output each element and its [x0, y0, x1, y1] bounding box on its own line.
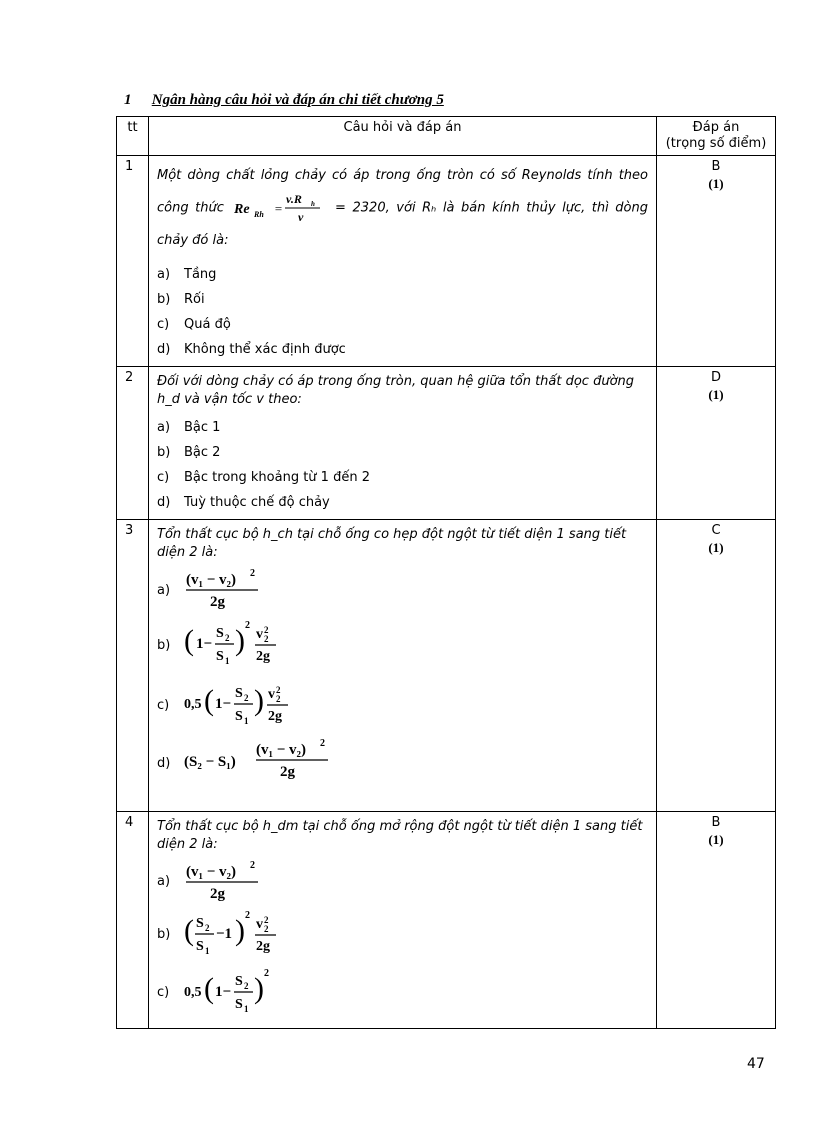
option [157, 415, 648, 440]
f-num: (v₁ − v₂) [186, 864, 237, 880]
f-den: 2g [210, 594, 225, 610]
f-s: S [216, 626, 224, 641]
option [157, 312, 648, 337]
f-coef: 0,5 [184, 985, 202, 1000]
f-sub: 2 [276, 694, 281, 704]
option-label: a) [157, 582, 171, 598]
question-text-part1: Một dòng chất lỏng chảy có áp trong ống tròn có số Reynolds tính theo công thức [157, 168, 648, 216]
option-text: Bậc trong khoảng từ 1 đến 2 [184, 470, 370, 485]
f-den: 2g [280, 764, 295, 780]
header-answer-line2: (trọng số điểm) [665, 136, 767, 151]
f-v: v [256, 627, 263, 642]
option-label: b) [157, 637, 171, 653]
option [157, 738, 648, 788]
option [157, 287, 648, 312]
option [157, 337, 648, 362]
option-text: Bậc 2 [184, 445, 221, 460]
f-s: S [235, 997, 243, 1012]
f-sq: 2 [250, 568, 255, 579]
question-body [149, 156, 657, 367]
question-text-part2: = 2320, với Rₕ là bán kính thủy lực, thì dòng chảy đó là: [157, 200, 649, 248]
question-body [149, 367, 657, 520]
question-body [149, 520, 657, 812]
page-number: 47 [747, 1056, 765, 1072]
f-sq: 2 [245, 910, 250, 921]
option [157, 262, 648, 287]
f-s: S [196, 939, 204, 954]
question-text: Đối với dòng chảy có áp trong ống tròn, quan hệ giữa tổn thất dọc đường h_d và vận tốc v theo: [157, 374, 635, 407]
f-rparen: ) [254, 684, 264, 717]
answer-letter: B [711, 815, 721, 830]
option-label: b) [157, 445, 171, 460]
f-sup: 2 [264, 625, 269, 635]
f-one-minus: 1− [215, 984, 232, 1000]
option-text: Không thể xác định được [184, 342, 346, 357]
f-sub: 1 [244, 1004, 249, 1014]
option [157, 908, 648, 960]
question-row [117, 520, 776, 812]
re-eq: = [274, 201, 284, 216]
question-row [117, 156, 776, 367]
question-number: 1 [117, 156, 149, 367]
answer-letter: C [711, 523, 721, 538]
option-text: Tuỳ thuộc chế độ chảy [184, 495, 330, 510]
formula-c [184, 678, 304, 732]
f-sup: 2 [276, 685, 281, 695]
answer-letter: D [710, 370, 721, 385]
f-sub: 1 [225, 656, 230, 666]
f-s: S [235, 974, 243, 989]
f-sq: 2 [245, 620, 250, 631]
formula-a [184, 860, 264, 902]
option-label: a) [157, 420, 171, 435]
re-sub: Rh [254, 210, 265, 219]
question-number: 3 [117, 520, 149, 812]
f-den: 2g [210, 886, 225, 902]
option-label: d) [157, 755, 171, 771]
f-sub: 1 [244, 716, 249, 726]
re-den: v [298, 210, 304, 224]
f-s: S [235, 686, 243, 701]
f-den: 2g [256, 939, 270, 954]
formula-a [184, 568, 264, 612]
question-text: Tổn thất cục bộ h_ch tại chỗ ống co hẹp đột ngột từ tiết diện 1 sang tiết diện 2 là: [157, 527, 627, 560]
f-sub: 2 [264, 634, 269, 644]
option [157, 860, 648, 902]
option-label: a) [157, 267, 171, 282]
option-text: Bậc 1 [184, 420, 221, 435]
f-sub: 2 [244, 693, 249, 703]
f-lparen: ( [204, 684, 214, 717]
header-answer [657, 117, 776, 156]
f-sup: 2 [264, 915, 269, 925]
header-tt: tt [117, 117, 149, 156]
section-title: Ngân hàng câu hỏi và đáp án chi tiết chương 5 [151, 92, 444, 108]
option [157, 490, 648, 515]
re-num: v.R [286, 192, 303, 206]
f-diff: (S₂ − S₁) [184, 754, 236, 770]
option [157, 618, 648, 672]
option [157, 440, 648, 465]
f-coef: 0,5 [184, 697, 202, 712]
option-label: b) [157, 292, 171, 307]
f-sub: 2 [244, 981, 249, 991]
f-sub: 2 [225, 633, 230, 643]
section-heading [124, 92, 444, 109]
f-lparen: ( [204, 972, 214, 1005]
f-sub: 2 [205, 923, 210, 933]
f-v: v [256, 917, 263, 932]
option-label: b) [157, 926, 171, 942]
section-number: 1 [124, 92, 132, 108]
question-text [157, 160, 648, 256]
f-lparen: ( [184, 914, 194, 947]
formula-c [184, 966, 284, 1018]
option-label: d) [157, 342, 171, 357]
f-sq: 2 [264, 968, 269, 979]
option-text: Rối [184, 292, 205, 307]
option-label: c) [157, 317, 170, 332]
re-lhs: Re [234, 202, 251, 217]
header-row [117, 117, 776, 156]
formula-b [184, 908, 294, 960]
f-num: (v₁ − v₂) [256, 742, 307, 758]
f-sub: 2 [264, 924, 269, 934]
f-one-minus: 1− [215, 696, 232, 712]
answer-points: (1) [708, 832, 724, 847]
question-table [116, 116, 776, 1029]
f-sq: 2 [320, 738, 325, 749]
f-minus-one: −1 [216, 926, 233, 942]
question-row [117, 812, 776, 1029]
reynolds-formula [234, 191, 324, 225]
f-den: 2g [268, 709, 282, 724]
f-s: S [216, 649, 224, 664]
question-text: Tổn thất cục bộ h_dm tại chỗ ống mở rộng đột ngột từ tiết diện 1 sang tiết diện 2 là: [157, 819, 643, 852]
f-num: (v₁ − v₂) [186, 572, 237, 588]
formula-d [184, 738, 334, 788]
answer-letter: B [711, 159, 721, 174]
answer-points: (1) [708, 540, 724, 555]
header-answer-line1: Đáp án [692, 120, 740, 135]
option-label: c) [157, 984, 170, 1000]
f-s: S [235, 709, 243, 724]
f-rparen: ) [254, 972, 264, 1005]
question-row [117, 367, 776, 520]
option [157, 678, 648, 732]
f-one-minus: 1− [196, 636, 213, 652]
option-label: d) [157, 495, 171, 510]
question-body [149, 812, 657, 1029]
question-number: 2 [117, 367, 149, 520]
f-rparen: ) [235, 914, 245, 947]
f-sub: 1 [205, 946, 210, 956]
option [157, 465, 648, 490]
option-label: c) [157, 697, 170, 713]
f-s: S [196, 916, 204, 931]
answer-cell [657, 156, 776, 367]
f-rparen: ) [235, 624, 245, 657]
answer-points: (1) [708, 387, 724, 402]
option [157, 568, 648, 612]
option-text: Quá độ [184, 317, 231, 332]
option [157, 966, 648, 1018]
re-num-sub: h [311, 200, 316, 208]
f-lparen: ( [184, 624, 194, 657]
answer-cell [657, 520, 776, 812]
f-sq: 2 [250, 860, 255, 871]
answer-cell [657, 812, 776, 1029]
header-question: Câu hỏi và đáp án [149, 117, 657, 156]
question-number: 4 [117, 812, 149, 1029]
option-label: c) [157, 470, 170, 485]
option-label: a) [157, 873, 171, 889]
answer-points: (1) [708, 176, 724, 191]
option-text: Tầng [184, 267, 217, 282]
f-v: v [268, 687, 275, 702]
f-den: 2g [256, 649, 270, 664]
formula-b [184, 618, 294, 672]
answer-cell [657, 367, 776, 520]
